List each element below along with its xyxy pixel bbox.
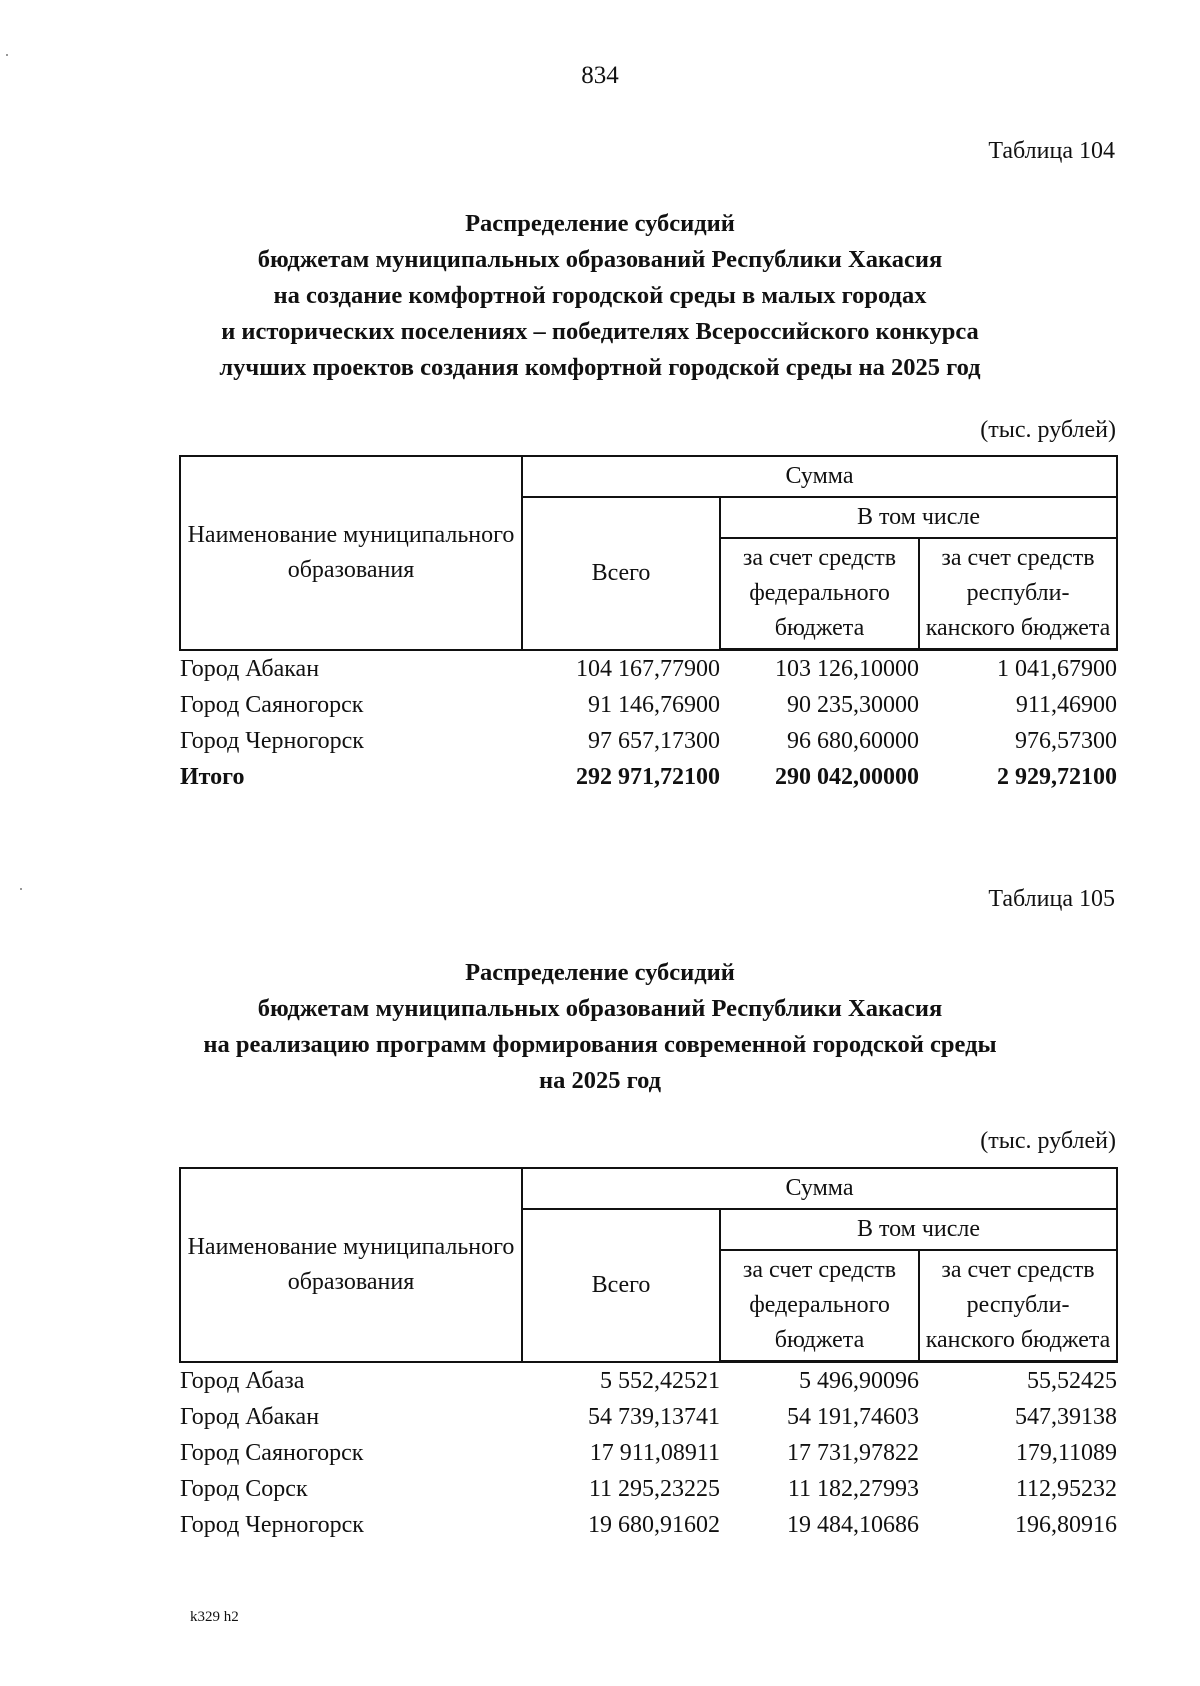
title-line: бюджетам муниципальных образований Республики Хакасия (257, 246, 943, 273)
table-row (180, 1471, 1117, 1507)
scan-speck (20, 888, 22, 890)
totals-federal: 290 042,00000 (775, 764, 919, 790)
title-line: на реализацию программ формирования современной городской среды (203, 1031, 997, 1058)
row-federal: 90 235,30000 (787, 692, 919, 718)
row-republican: 976,57300 (1015, 728, 1118, 754)
table-row (180, 650, 1117, 688)
title-line: на 2025 год (538, 1067, 662, 1094)
table-104-units: (тыс. рублей) (980, 417, 1116, 443)
row-name: Город Черногорск (180, 728, 364, 754)
row-republican: 911,46900 (1015, 692, 1118, 718)
row-republican: 1 041,67900 (997, 656, 1118, 682)
header-name: Наименование муниципального образования (180, 456, 522, 650)
row-name: Город Саяногорск (180, 692, 364, 718)
header-total: Всего (522, 497, 720, 650)
table-104 (179, 455, 1118, 795)
row-name: Город Сорск (180, 1476, 308, 1502)
row-republican: 179,11089 (1015, 1440, 1118, 1466)
title-line: на создание комфортной городской среды в малых городах (273, 282, 927, 309)
row-federal: 54 191,74603 (787, 1404, 919, 1430)
header-sum: Сумма (522, 456, 1117, 497)
row-total: 104 167,77900 (576, 655, 720, 682)
row-name: Город Абакан (180, 655, 320, 682)
table-row (180, 687, 1117, 723)
row-republican: 112,95232 (1015, 1476, 1118, 1502)
row-total: 54 739,13741 (588, 1404, 720, 1430)
title-line: Распределение субсидий (465, 210, 735, 237)
row-total: 11 295,23225 (588, 1476, 720, 1502)
row-federal: 19 484,10686 (787, 1512, 919, 1538)
table-105 (179, 1167, 1118, 1543)
table-104-title (0, 206, 1200, 386)
row-republican: 55,52425 (1027, 1368, 1118, 1394)
totals-total: 292 971,72100 (576, 764, 720, 790)
row-republican: 196,80916 (1015, 1512, 1118, 1538)
row-republican: 547,39138 (1015, 1404, 1118, 1430)
row-federal: 11 182,27993 (787, 1476, 919, 1502)
footer-code: k329 h2 (190, 1609, 239, 1625)
row-total: 19 680,91602 (588, 1512, 720, 1538)
header-including: В том числе (720, 1209, 1117, 1250)
table-row (180, 1362, 1117, 1400)
row-total: 97 657,17300 (588, 728, 720, 754)
row-name: Город Саяногорск (180, 1440, 364, 1466)
table-row (180, 1507, 1117, 1543)
table-105-label: Таблица 105 (988, 886, 1115, 912)
header-federal: за счет средств федерального бюджета (720, 538, 919, 650)
header-name: Наименование муниципального образования (180, 1168, 522, 1362)
row-name: Город Абаза (180, 1367, 305, 1394)
header-republican: за счет средств республи- канского бюджета (919, 1250, 1117, 1362)
row-total: 91 146,76900 (588, 692, 720, 718)
page-number: 834 (581, 62, 619, 89)
title-line: лучших проектов создания комфортной городской среды на 2025 год (219, 354, 981, 381)
table-105-units: (тыс. рублей) (980, 1128, 1116, 1154)
header-republican: за счет средств республи- канского бюджета (919, 538, 1117, 650)
title-line: бюджетам муниципальных образований Республики Хакасия (257, 995, 943, 1022)
header-total: Всего (522, 1209, 720, 1362)
header-federal: за счет средств федерального бюджета (720, 1250, 919, 1362)
totals-label: Итого (180, 764, 245, 790)
row-name: Город Абакан (180, 1404, 320, 1430)
row-total: 17 911,08911 (589, 1440, 720, 1466)
table-row (180, 1399, 1117, 1435)
title-line: Распределение субсидий (465, 959, 735, 986)
scan-speck (6, 54, 8, 56)
header-including: В том числе (720, 497, 1117, 538)
row-federal: 103 126,10000 (775, 656, 919, 682)
table-105-title (0, 955, 1200, 1099)
totals-republican: 2 929,72100 (997, 764, 1118, 790)
row-federal: 5 496,90096 (799, 1368, 919, 1394)
header-sum: Сумма (522, 1168, 1117, 1209)
row-name: Город Черногорск (180, 1512, 364, 1538)
row-total: 5 552,42521 (600, 1367, 720, 1394)
title-line: и исторических поселениях – победителях Всероссийского конкурса (221, 318, 979, 345)
totals-row (180, 759, 1117, 795)
table-104-label: Таблица 104 (988, 138, 1115, 164)
row-federal: 17 731,97822 (787, 1440, 919, 1466)
table-row (180, 723, 1117, 759)
row-federal: 96 680,60000 (787, 728, 919, 754)
table-row (180, 1435, 1117, 1471)
